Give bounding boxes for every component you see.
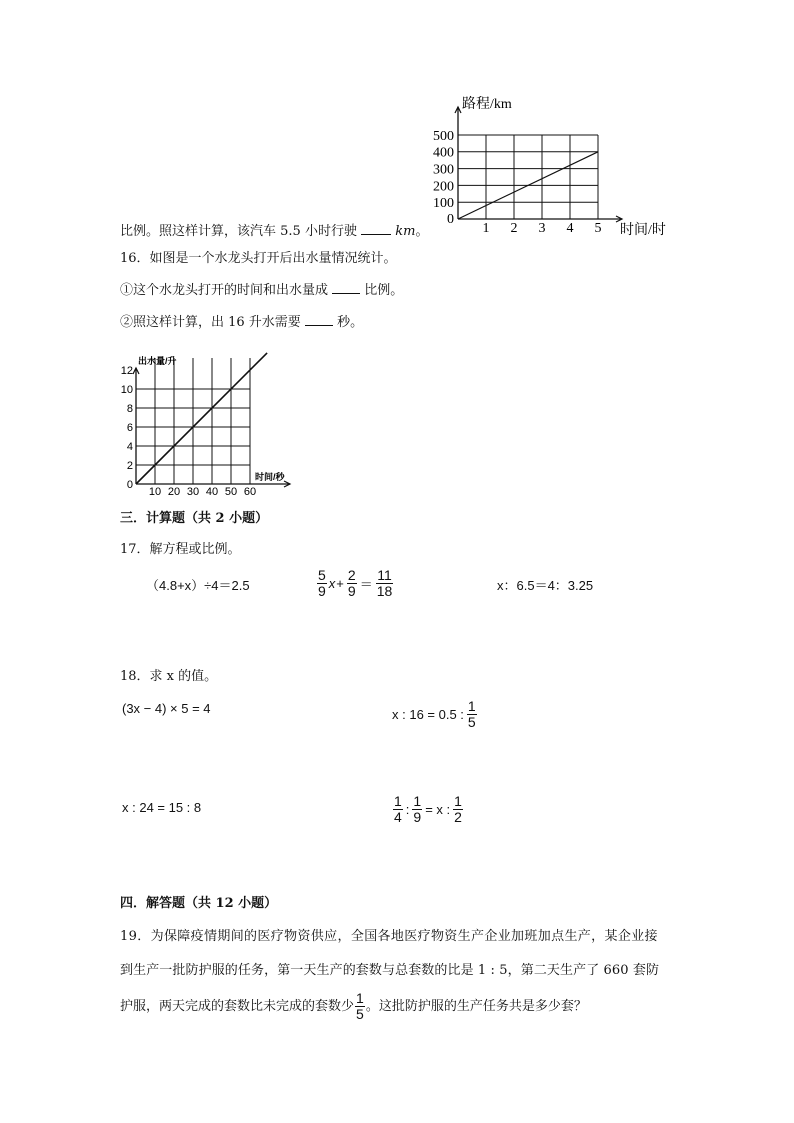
frac-numerator: 1 — [356, 990, 364, 1006]
q17-eq2 — [315, 568, 395, 599]
q15-line — [120, 222, 428, 241]
q18-eq2-lhs: x : 16 = 0.5 : — [392, 707, 464, 722]
x-tick-label: 50 — [224, 486, 238, 498]
q17-title: 17．解方程或比例。 — [120, 542, 241, 557]
chart2-layer — [121, 353, 290, 498]
water-time-chart — [112, 348, 312, 498]
x-axis-title: 时间/秒 — [255, 472, 285, 482]
y-tick-label: 400 — [433, 145, 454, 161]
frac-numerator: 5 — [318, 567, 326, 583]
y-tick-label: 6 — [126, 421, 133, 434]
frac-denominator: 2 — [454, 809, 462, 825]
frac-denominator: 4 — [394, 809, 402, 825]
q16-title: 16．如图是一个水龙头打开后出水量情况统计。 — [120, 251, 397, 266]
q16-part1-before: ①这个水龙头打开的时间和出水量成 — [120, 283, 329, 298]
origin-label: 0 — [447, 212, 454, 227]
y-tick-label: 12 — [120, 364, 133, 377]
q18-eq4-frac-a — [392, 794, 404, 825]
y-tick-label: 8 — [126, 402, 133, 415]
q17-eq2-x: x — [328, 576, 336, 591]
q17-eq1: （4.8+x）÷4＝2.5 — [146, 578, 250, 593]
q18-eq4-rhs: = x : — [425, 802, 451, 817]
q16-part2-before: ②照这样计算，出 16 升水需要 — [120, 315, 301, 330]
series-line — [136, 353, 267, 484]
q17-eq2-plus: + — [336, 576, 344, 591]
origin-label: 0 — [126, 479, 133, 491]
x-tick-label: 60 — [243, 486, 257, 498]
q16-part1 — [120, 281, 403, 300]
q19-line3-after: 。这批防护服的生产任务共是多少套？ — [365, 998, 587, 1014]
x-tick-label: 10 — [148, 486, 162, 498]
y-tick-label: 500 — [433, 128, 454, 144]
frac-denominator: 18 — [376, 583, 393, 599]
section3-title: 三．计算题（共 2 小题） — [120, 511, 269, 526]
x-axis-title: 时间/时 — [620, 223, 666, 238]
x-tick-label: 40 — [205, 486, 219, 498]
q18-eq3: x : 24 = 15 : 8 — [122, 800, 202, 815]
y-tick-label: 10 — [120, 383, 133, 396]
frac-numerator: 1 — [467, 698, 476, 714]
x-tick-label: 5 — [594, 221, 602, 236]
frac-numerator: 1 — [394, 793, 402, 809]
frac-denominator: 5 — [467, 714, 476, 730]
q16-part1-blank[interactable] — [332, 281, 360, 294]
section4-title: 四．解答题（共 12 小题） — [120, 896, 278, 911]
frac-numerator: 2 — [347, 567, 356, 583]
y-tick-label: 200 — [433, 179, 454, 195]
q17-eq2-frac-a — [316, 568, 328, 599]
frac-numerator: 11 — [377, 567, 392, 583]
q15-text-after: 。 — [415, 224, 429, 239]
q19-line3 — [120, 991, 587, 1022]
q17-eq2-equals: ＝ — [359, 577, 373, 592]
q18-eq4-frac-b — [411, 794, 423, 825]
q18-eq4 — [391, 794, 465, 825]
q15-text-before: 比例。照这样计算，该汽车 5.5 小时行驶 — [120, 224, 357, 239]
frac-numerator: 1 — [413, 793, 422, 809]
x-tick-label: 2 — [510, 221, 518, 236]
x-tick-label: 30 — [186, 486, 200, 498]
y-axis-title: 出水量/升 — [138, 356, 177, 366]
q18-eq4-colon: : — [405, 802, 410, 817]
frac-denominator: 5 — [356, 1006, 364, 1022]
y-tick-label: 100 — [433, 196, 454, 212]
q17-eq3: x：6.5＝4：3.25 — [497, 578, 594, 593]
q18-eq1: (3x − 4) × 5 = 4 — [122, 701, 211, 716]
y-tick-label: 2 — [126, 459, 133, 472]
q18-title: 18．求 x 的值。 — [120, 669, 218, 684]
chart1-layer — [433, 96, 666, 238]
distance-time-chart — [410, 88, 685, 243]
frac-numerator: 1 — [454, 793, 462, 809]
q17-eq2-frac-c — [375, 568, 395, 599]
q15-unit: km — [395, 224, 416, 239]
frac-denominator: 9 — [318, 583, 326, 599]
q17-eq2-frac-b — [346, 568, 358, 599]
q16-part2 — [120, 313, 363, 332]
q19-frac — [355, 991, 365, 1022]
x-tick-label: 1 — [482, 221, 490, 236]
frac-denominator: 9 — [413, 809, 422, 825]
x-tick-label: 20 — [167, 486, 181, 498]
q19-line1: 19．为保障疫情期间的医疗物资供应，全国各地医疗物资生产企业加班加点生产，某企业接 — [120, 929, 658, 944]
q18-eq4-frac-c — [452, 794, 464, 825]
frac-denominator: 9 — [347, 583, 356, 599]
q16-part2-after: 秒。 — [337, 315, 364, 330]
q19-line3-before: 护服，两天完成的套数比未完成的套数少 — [120, 998, 355, 1014]
x-tick-label: 4 — [566, 221, 574, 236]
q15-answer-blank[interactable] — [361, 222, 391, 235]
y-tick-label: 300 — [433, 162, 454, 178]
q16-part2-blank[interactable] — [305, 313, 333, 326]
q16-part1-after: 比例。 — [364, 283, 404, 298]
y-axis-title: 路程/km — [462, 97, 512, 112]
x-tick-label: 3 — [538, 221, 546, 236]
q18-eq2-frac — [466, 699, 478, 730]
q18-eq2 — [391, 699, 479, 730]
y-tick-label: 4 — [126, 440, 133, 453]
q19-line2: 到生产一批防护服的任务，第一天生产的套数与总套数的比是 1 : 5，第二天生产了 660 套防 — [120, 963, 660, 978]
